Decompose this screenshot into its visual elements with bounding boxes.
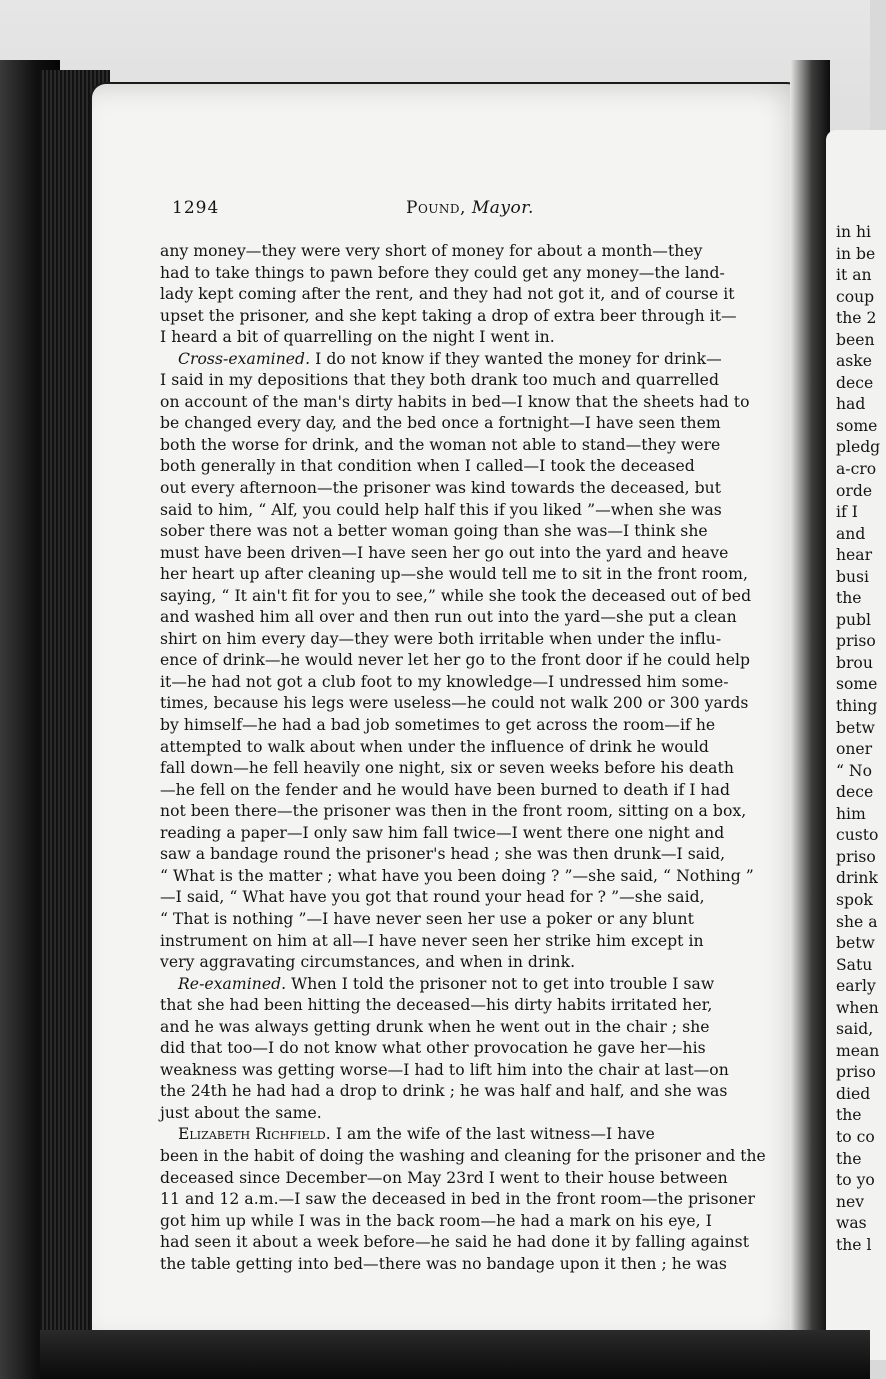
right-page-line: priso bbox=[836, 1063, 876, 1082]
text-line: the table getting into bed—there was no bandage upon it then ; he was bbox=[160, 1254, 727, 1273]
text-line: reading a paper—I only saw him fall twice—I went there one night and bbox=[160, 823, 725, 842]
text-line: must have been driven—I have seen her go out into the yard and heave bbox=[160, 543, 729, 562]
text-line: got him up while I was in the back room—he had a mark on his eye, I bbox=[160, 1211, 712, 1230]
right-page-line: priso bbox=[836, 847, 876, 866]
right-page-line: dece bbox=[836, 783, 874, 802]
text-line: had seen it about a week before—he said he had done it by falling against bbox=[160, 1233, 750, 1252]
text-line: and washed him all over and then run out into the yard—she put a clean bbox=[160, 608, 737, 627]
right-page-line: died bbox=[836, 1084, 871, 1103]
right-page-line: nev bbox=[836, 1192, 865, 1211]
right-page-line: the 2 bbox=[836, 309, 877, 328]
right-page-line: early bbox=[836, 977, 876, 996]
right-page-line: “ No bbox=[836, 761, 872, 780]
right-page-line: orde bbox=[836, 481, 873, 500]
right-page-line: in be bbox=[836, 244, 876, 263]
right-page-line: betw bbox=[836, 934, 875, 953]
text-line: ence of drink—he would never let her go to the front door if he could help bbox=[160, 651, 751, 670]
text-line: instrument on him at all—I have never seen her strike him except in bbox=[160, 931, 704, 950]
text-line: and he was always getting drunk when he went out in the chair ; she bbox=[160, 1017, 710, 1036]
text-line: both the worse for drink, and the woman not able to stand—they were bbox=[160, 435, 721, 454]
right-page-line: to yo bbox=[836, 1171, 875, 1190]
right-page-line: aske bbox=[836, 352, 872, 371]
running-head-name: Pound, bbox=[406, 198, 466, 218]
right-page-line: thing bbox=[836, 697, 878, 716]
text-line: be changed every day, and the bed once a fortnight—I have seen them bbox=[160, 414, 721, 433]
right-page-line: the bbox=[836, 1149, 862, 1168]
right-page-line: coup bbox=[836, 287, 875, 306]
right-page-line: spok bbox=[836, 890, 873, 909]
text-line: been in the habit of doing the washing and cleaning for the prisoner and the bbox=[160, 1146, 766, 1165]
running-head bbox=[406, 198, 534, 218]
right-page-line: said, bbox=[836, 1020, 874, 1039]
right-page-line: mean bbox=[836, 1041, 880, 1060]
text-line: shirt on him every day—they were both irritable when under the influ- bbox=[160, 629, 722, 648]
text-line: Cross-examined. I do not know if they wanted the money for drink— bbox=[178, 349, 722, 368]
running-head-title: Mayor. bbox=[471, 198, 534, 218]
text-line: out every afternoon—the prisoner was kind towards the deceased, but bbox=[160, 479, 722, 498]
right-page-line: been bbox=[836, 330, 875, 349]
text-line: just about the same. bbox=[160, 1103, 322, 1122]
right-page-line: oner bbox=[836, 740, 873, 759]
right-page-line: betw bbox=[836, 718, 875, 737]
text-line: the 24th he had had a drop to drink ; he was half and half, and she was bbox=[160, 1082, 728, 1101]
text-line: on account of the man's dirty habits in bed—I know that the sheets had to bbox=[160, 392, 750, 411]
right-page-line: if I bbox=[836, 503, 858, 522]
right-page-line: custo bbox=[836, 826, 879, 845]
right-page-line: the l bbox=[836, 1235, 872, 1254]
text-line: Re-examined. When I told the prisoner not to get into trouble I saw bbox=[178, 974, 715, 993]
text-line: it—he had not got a club foot to my knowledge—I undressed him some- bbox=[160, 672, 729, 691]
right-page-line: to co bbox=[836, 1127, 875, 1146]
book-bottom-edge bbox=[40, 1330, 870, 1379]
right-page-line: she a bbox=[836, 912, 878, 931]
right-page-line: when bbox=[836, 998, 879, 1017]
text-line: —he fell on the fender and he would have been burned to death if I had bbox=[160, 780, 731, 799]
text-line: attempted to walk about when under the influence of drink he would bbox=[160, 737, 709, 756]
text-line: did that too—I do not know what other provocation he gave her—his bbox=[160, 1039, 706, 1058]
text-line: weakness was getting worse—I had to lift him into the chair at last—on bbox=[160, 1060, 729, 1079]
body-text bbox=[160, 241, 766, 1275]
text-line: I heard a bit of quarrelling on the night I went in. bbox=[160, 328, 555, 347]
text-line: had to take things to pawn before they could get any money—the land- bbox=[160, 263, 725, 282]
book-gutter bbox=[790, 60, 830, 1379]
right-page-line: in hi bbox=[836, 223, 872, 241]
text-line: very aggravating circumstances, and when in drink. bbox=[160, 953, 576, 972]
text-line: any money—they were very short of money for about a month—they bbox=[160, 242, 703, 260]
right-page-line: a-cro bbox=[836, 460, 877, 479]
right-page-line: priso bbox=[836, 632, 876, 651]
right-page-line: the bbox=[836, 1106, 862, 1125]
right-page-line: it an bbox=[836, 266, 872, 285]
text-line: fall down—he fell heavily one night, six or seven weeks before his death bbox=[160, 759, 734, 778]
text-line: sober there was not a better woman going than she was—I think she bbox=[160, 522, 708, 541]
text-line: I said in my depositions that they both drank too much and quarrelled bbox=[160, 371, 719, 390]
text-line: not been there—the prisoner was then in the front room, sitting on a box, bbox=[160, 802, 747, 821]
page-number: 1294 bbox=[172, 198, 220, 218]
text-line: “ That is nothing ”—I have never seen her use a poker or any blunt bbox=[160, 909, 694, 928]
text-line: 11 and 12 a.m.—I saw the deceased in bed in the front room—the prisoner bbox=[160, 1190, 756, 1209]
text-line: saw a bandage round the prisoner's head ; she was then drunk—I said, bbox=[160, 845, 726, 864]
right-page-line: hear bbox=[836, 546, 873, 565]
right-page-line: some bbox=[836, 416, 878, 435]
text-line: saying, “ It ain't fit for you to see,” while she took the deceased out of bed bbox=[160, 586, 752, 605]
right-page-line: publ bbox=[836, 610, 871, 629]
right-page-line: him bbox=[836, 804, 866, 823]
right-page-line: had bbox=[836, 395, 866, 414]
right-page-line: was bbox=[836, 1214, 867, 1233]
text-line: —I said, “ What have you got that round your head for ? ”—she said, bbox=[160, 888, 705, 907]
text-line: that she had been hitting the deceased—his dirty habits irritated her, bbox=[160, 996, 713, 1015]
text-line: “ What is the matter ; what have you been doing ? ”—she said, “ Nothing ” bbox=[160, 866, 754, 885]
right-page-text bbox=[836, 222, 881, 1256]
text-line: Elizabeth Richfield. I am the wife of the last witness—I have bbox=[178, 1125, 655, 1144]
right-page-line: dece bbox=[836, 373, 874, 392]
text-line: both generally in that condition when I called—I took the deceased bbox=[160, 457, 695, 476]
right-page-line: brou bbox=[836, 653, 873, 672]
right-page-line: the bbox=[836, 589, 862, 608]
text-line: deceased since December—on May 23rd I went to their house between bbox=[160, 1168, 728, 1187]
right-page-line: Satu bbox=[836, 955, 873, 974]
text-line: upset the prisoner, and she kept taking a drop of extra beer through it— bbox=[160, 306, 737, 325]
right-page-line: busi bbox=[836, 567, 870, 586]
text-line: lady kept coming after the rent, and they had not got it, and of course it bbox=[160, 285, 735, 304]
right-page-line: drink bbox=[836, 869, 878, 888]
right-page-line: some bbox=[836, 675, 878, 694]
text-line: by himself—he had a bad job sometimes to get across the room—if he bbox=[160, 716, 716, 735]
right-page-line: and bbox=[836, 524, 866, 543]
page-header bbox=[172, 198, 768, 222]
text-line: said to him, “ Alf, you could help half this if you liked ”—when she was bbox=[160, 500, 722, 519]
text-line: her heart up after cleaning up—she would tell me to sit in the front room, bbox=[160, 565, 748, 584]
right-page-line: pledg bbox=[836, 438, 881, 457]
text-line: times, because his legs were useless—he could not walk 200 or 300 yards bbox=[160, 694, 749, 713]
